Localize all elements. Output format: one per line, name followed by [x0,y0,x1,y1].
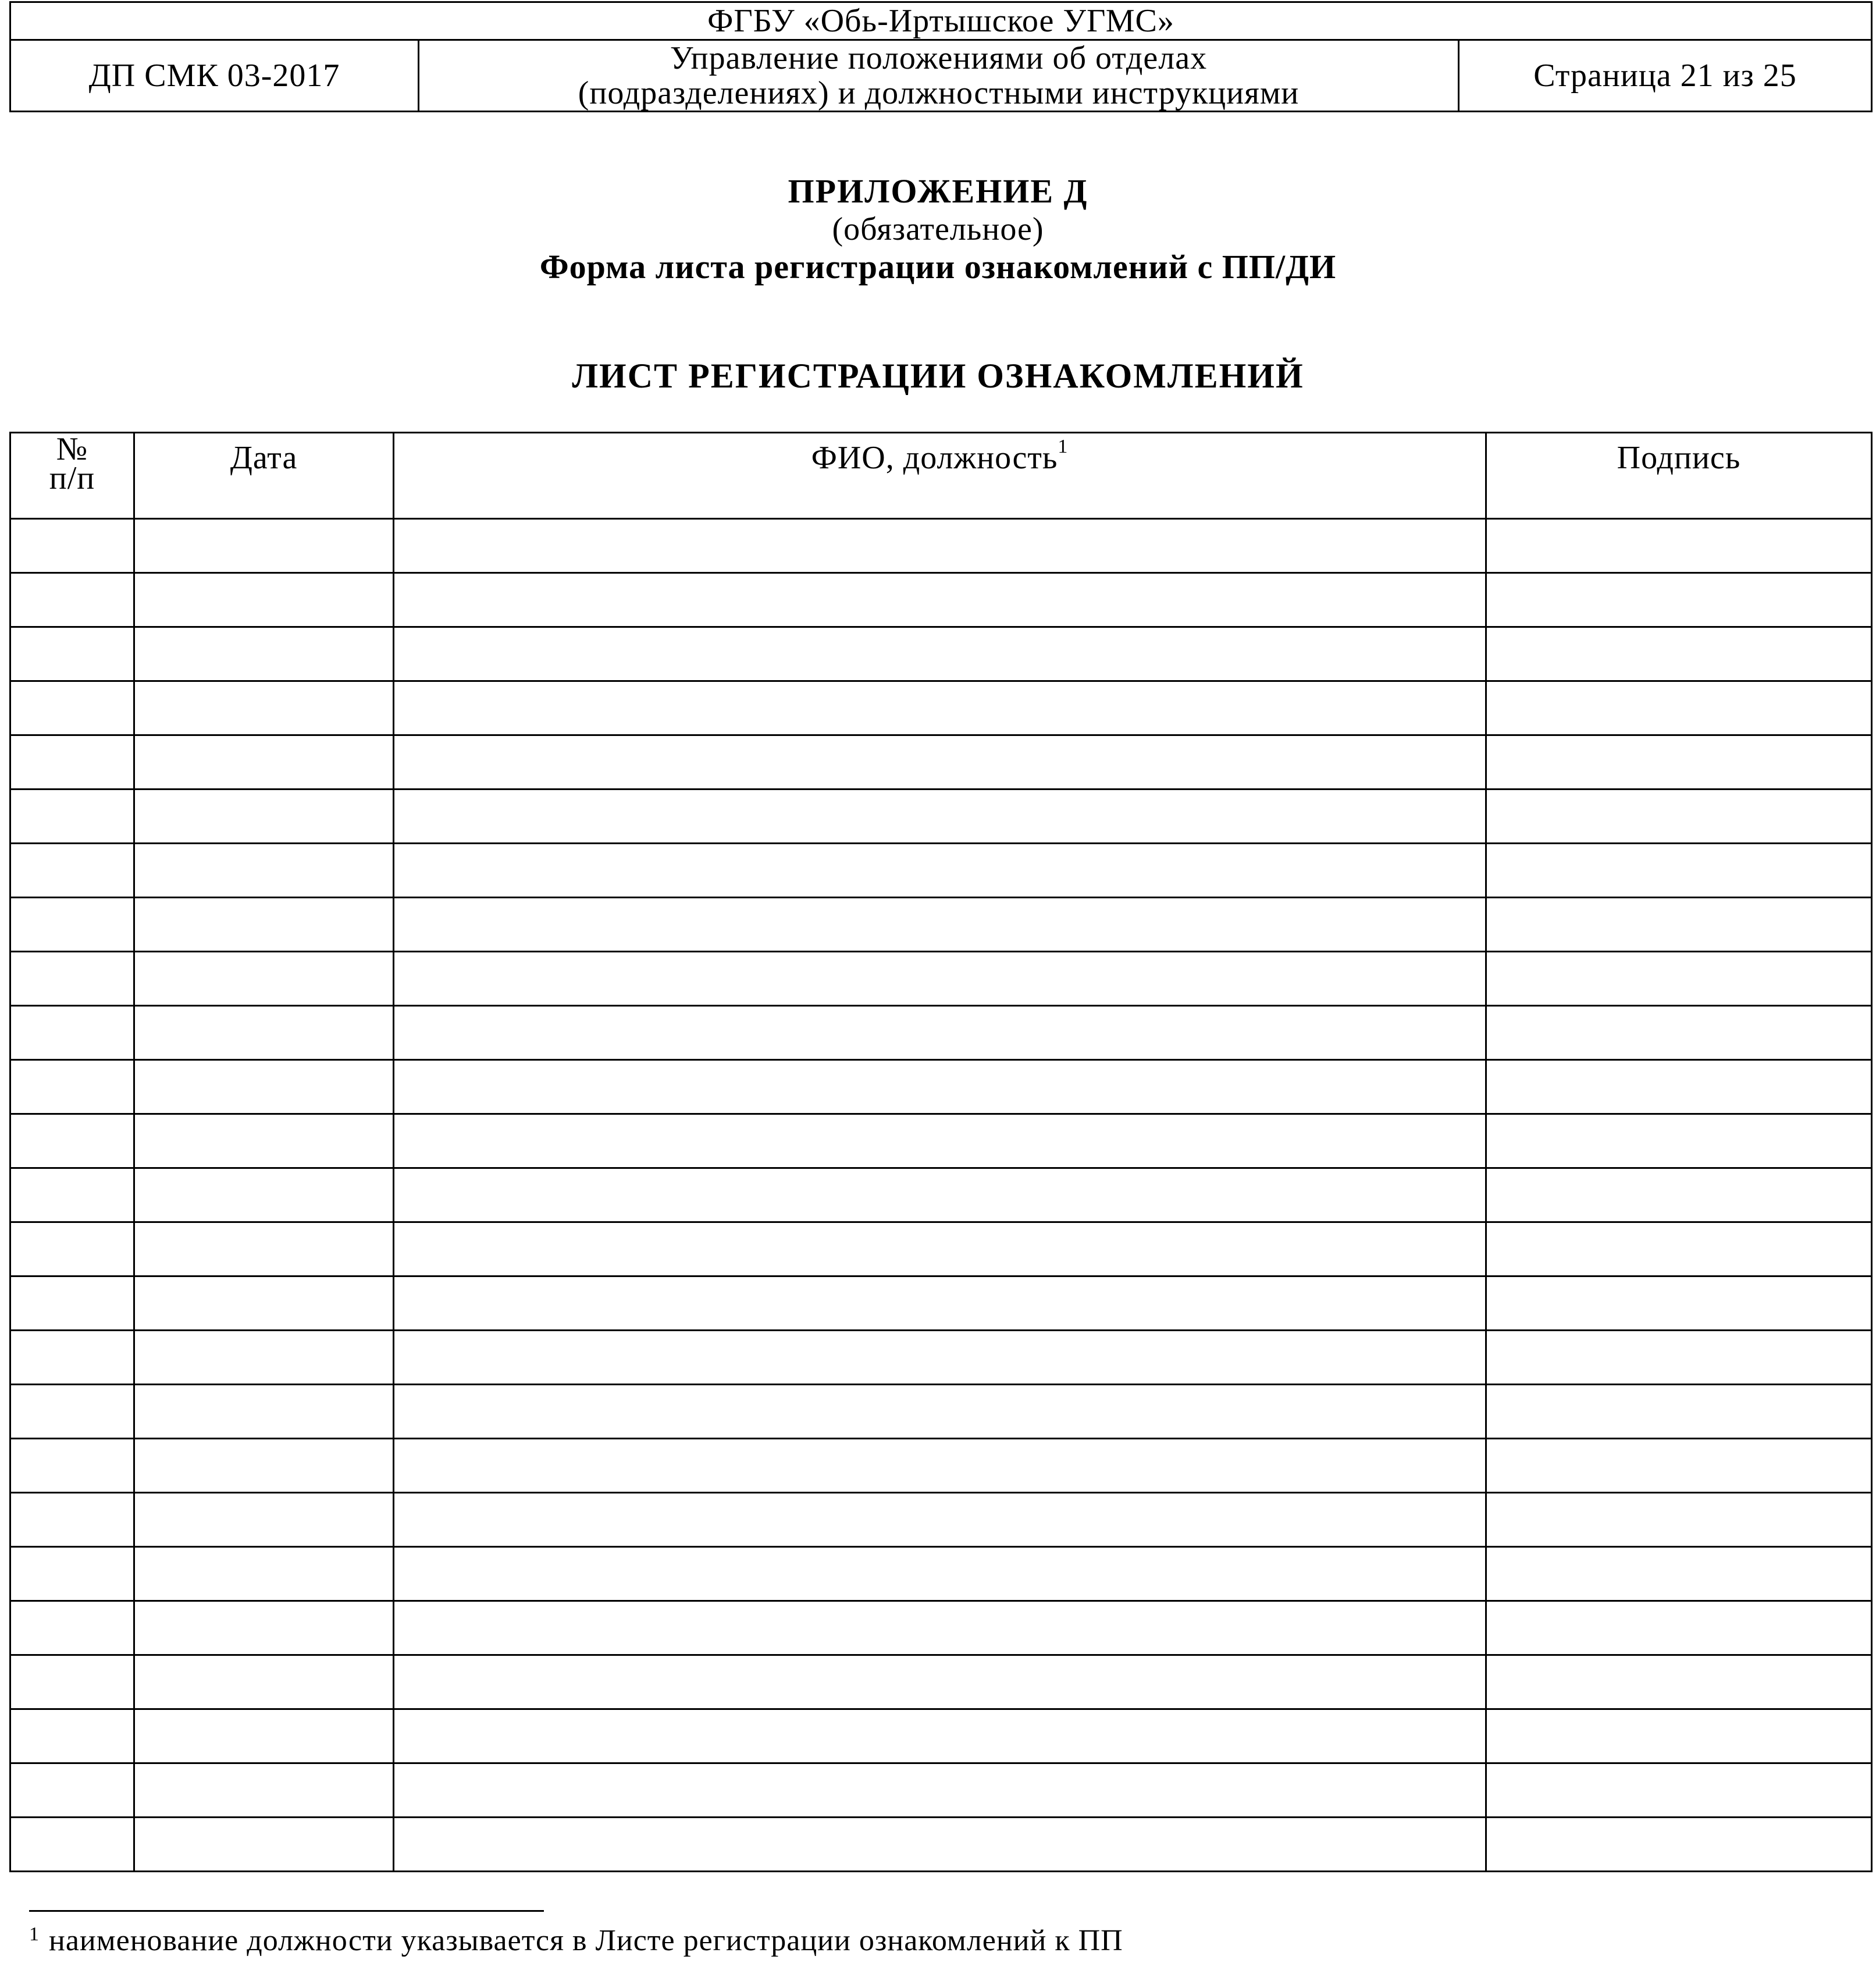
cell-name-position [394,1493,1486,1547]
cell-number [10,1439,134,1493]
appendix-title: ПРИЛОЖЕНИЕ Д [788,172,1088,210]
column-header-number-line1: № [56,431,88,467]
column-header-signature: Подпись [1486,433,1872,519]
cell-signature [1486,790,1872,844]
table-row [10,1439,1872,1493]
cell-signature [1486,735,1872,790]
cell-date [134,1818,394,1872]
cell-date [134,627,394,681]
cell-number [10,790,134,844]
cell-date [134,1006,394,1060]
cell-signature [1486,1547,1872,1601]
table-row [10,1709,1872,1763]
table-row [10,1168,1872,1222]
table-row [10,790,1872,844]
cell-signature [1486,952,1872,1006]
cell-number [10,627,134,681]
cell-name-position [394,1222,1486,1276]
cell-number [10,1060,134,1114]
cell-date [134,681,394,735]
cell-date [134,1114,394,1168]
cell-name-position [394,790,1486,844]
cell-signature [1486,1709,1872,1763]
cell-number [10,1601,134,1655]
column-header-name-position-label: ФИО, должность [811,440,1058,476]
footnote [29,1923,1123,1958]
cell-number [10,1168,134,1222]
cell-name-position [394,1818,1486,1872]
cell-name-position [394,1709,1486,1763]
cell-number [10,1709,134,1763]
cell-name-position [394,1331,1486,1385]
cell-date [134,898,394,952]
document-title [419,40,1459,112]
cell-number [10,1276,134,1331]
cell-number [10,1114,134,1168]
cell-date [134,735,394,790]
organization-name: ФГБУ «Обь-Иртышское УГМС» [10,2,1872,40]
cell-date [134,1709,394,1763]
cell-signature [1486,1222,1872,1276]
cell-name-position [394,681,1486,735]
table-row [10,1276,1872,1331]
appendix-status: (обязательное) [832,211,1044,247]
cell-number [10,519,134,573]
table-row [10,1818,1872,1872]
cell-number [10,1222,134,1276]
cell-name-position [394,1385,1486,1439]
cell-date [134,1060,394,1114]
cell-date [134,1763,394,1818]
table-row [10,898,1872,952]
column-header-date: Дата [134,433,394,519]
footnote-reference: 1 [1058,436,1069,457]
table-row [10,735,1872,790]
cell-date [134,1276,394,1331]
cell-date [134,519,394,573]
cell-name-position [394,1763,1486,1818]
page-number: Страница 21 из 25 [1459,40,1872,112]
cell-signature [1486,898,1872,952]
table-header-row [10,433,1872,519]
table-row [10,952,1872,1006]
cell-signature [1486,681,1872,735]
cell-number [10,1655,134,1709]
document-title-line2: (подразделениях) и должностными инструкциями [578,75,1300,111]
cell-number [10,735,134,790]
cell-name-position [394,898,1486,952]
cell-name-position [394,952,1486,1006]
cell-number [10,844,134,898]
cell-date [134,1222,394,1276]
cell-signature [1486,1439,1872,1493]
cell-date [134,1493,394,1547]
cell-name-position [394,1439,1486,1493]
cell-name-position [394,1601,1486,1655]
cell-name-position [394,573,1486,627]
footnote-marker: 1 [29,1923,40,1945]
cell-number [10,952,134,1006]
cell-number [10,1493,134,1547]
table-row [10,1385,1872,1439]
table-row [10,1601,1872,1655]
table-row [10,1493,1872,1547]
table-row [10,519,1872,573]
cell-date [134,1331,394,1385]
table-row [10,844,1872,898]
cell-date [134,1601,394,1655]
cell-signature [1486,1276,1872,1331]
footnote-text: наименование должности указывается в Листе регистрации ознакомлений к ПП [49,1924,1123,1957]
table-row [10,1114,1872,1168]
form-name: Форма листа регистрации ознакомлений с ПП/ДИ [539,248,1337,286]
document-title-line1: Управление положениями об отделах [670,40,1208,76]
cell-number [10,898,134,952]
cell-date [134,573,394,627]
cell-signature [1486,519,1872,573]
cell-name-position [394,627,1486,681]
column-header-number [10,433,134,519]
cell-number [10,1331,134,1385]
cell-signature [1486,844,1872,898]
cell-number [10,1385,134,1439]
cell-date [134,1385,394,1439]
cell-signature [1486,1818,1872,1872]
cell-signature [1486,1114,1872,1168]
table-row [10,1222,1872,1276]
cell-signature [1486,1331,1872,1385]
table-row [10,1547,1872,1601]
cell-signature [1486,1385,1872,1439]
table-row [10,1331,1872,1385]
cell-date [134,1168,394,1222]
cell-name-position [394,1060,1486,1114]
column-header-number-line2: п/п [49,460,95,496]
cell-name-position [394,1114,1486,1168]
document-header [9,1,1873,112]
table-row [10,1006,1872,1060]
cell-signature [1486,1060,1872,1114]
cell-signature [1486,1763,1872,1818]
table-row [10,1060,1872,1114]
cell-name-position [394,1547,1486,1601]
cell-number [10,573,134,627]
cell-date [134,844,394,898]
cell-name-position [394,844,1486,898]
table-row [10,1655,1872,1709]
cell-date [134,1655,394,1709]
cell-number [10,1006,134,1060]
document-code: ДП СМК 03-2017 [10,40,419,112]
footnote-separator [29,1910,544,1912]
cell-number [10,1763,134,1818]
cell-name-position [394,1655,1486,1709]
column-header-name-position [394,433,1486,519]
cell-name-position [394,735,1486,790]
cell-number [10,681,134,735]
cell-signature [1486,573,1872,627]
table-row [10,681,1872,735]
table-row [10,573,1872,627]
table-row [10,1763,1872,1818]
cell-signature [1486,1006,1872,1060]
registration-table [9,432,1873,1872]
cell-name-position [394,519,1486,573]
cell-number [10,1547,134,1601]
table-row [10,627,1872,681]
cell-name-position [394,1006,1486,1060]
cell-name-position [394,1168,1486,1222]
cell-signature [1486,1655,1872,1709]
cell-name-position [394,1276,1486,1331]
table-body [10,519,1872,1872]
cell-date [134,952,394,1006]
cell-signature [1486,1601,1872,1655]
cell-number [10,1818,134,1872]
sheet-title: ЛИСТ РЕГИСТРАЦИИ ОЗНАКОМЛЕНИЙ [572,357,1304,395]
cell-date [134,790,394,844]
cell-signature [1486,1168,1872,1222]
cell-signature [1486,1493,1872,1547]
cell-date [134,1547,394,1601]
cell-date [134,1439,394,1493]
cell-signature [1486,627,1872,681]
